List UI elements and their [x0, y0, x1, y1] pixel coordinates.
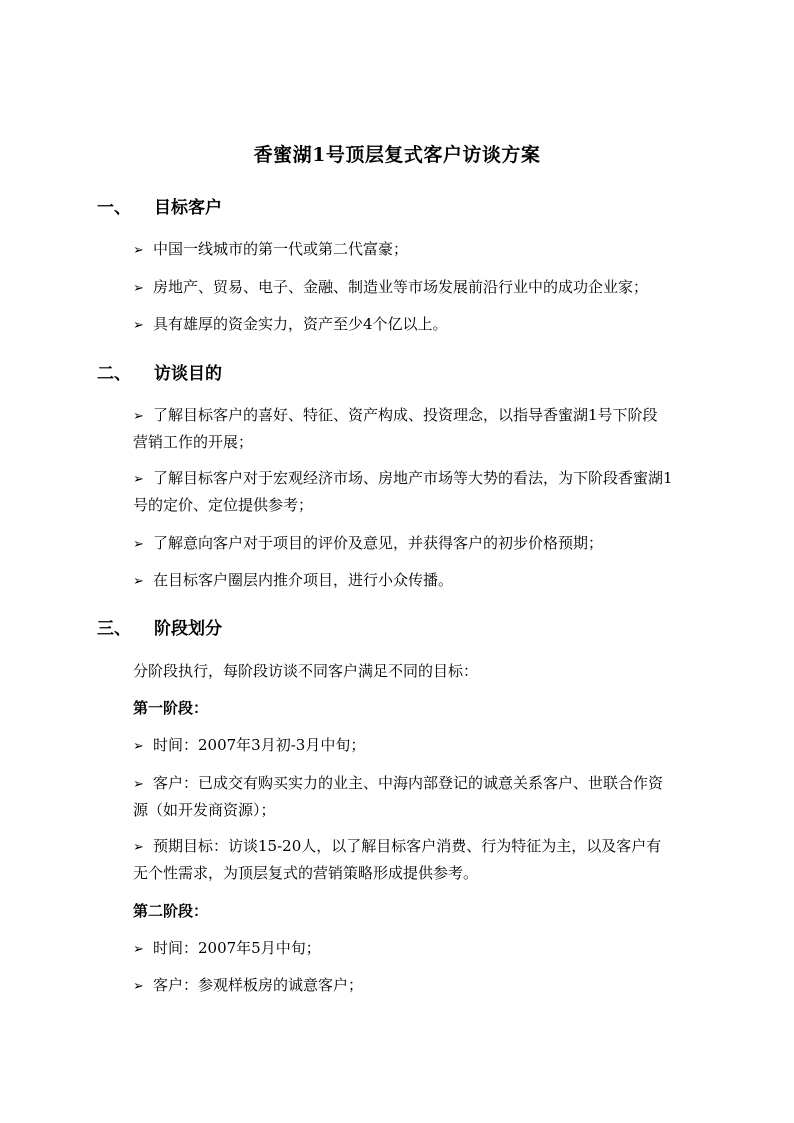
bullet-item: ➢ 了解目标客户的喜好、特征、资产构成、投资理念，以指导香蜜湖1号下阶段 — [133, 406, 658, 424]
arrow-bullet-icon: ➢ — [133, 409, 144, 424]
bullet-item: ➢ 客户：参观样板房的诚意客户； — [133, 976, 364, 994]
arrow-bullet-icon: ➢ — [133, 942, 144, 957]
section-heading-phase-division — [97, 614, 222, 639]
section-title: 访谈目的 — [154, 364, 222, 384]
arrow-bullet-icon: ➢ — [133, 243, 144, 258]
section-number: 三、 — [97, 619, 131, 639]
bullet-item: ➢ 时间：2007年3月初-3月中旬； — [133, 736, 366, 754]
document-title: 香蜜湖1号顶层复式客户访谈方案 — [253, 144, 541, 166]
bullet-continuation: 号的定价、定位提供参考； — [133, 496, 314, 514]
section-heading-interview-purpose — [97, 359, 222, 384]
arrow-bullet-icon: ➢ — [133, 574, 144, 589]
arrow-bullet-icon: ➢ — [133, 281, 144, 296]
bullet-item: ➢ 了解意向客户对于项目的评价及意见，并获得客户的初步价格预期； — [133, 534, 604, 552]
section-intro-text: 分阶段执行，每阶段访谈不同客户满足不同的目标： — [133, 662, 479, 680]
bullet-item: ➢ 房地产、贸易、电子、金融、制造业等市场发展前沿行业中的成功企业家； — [133, 278, 649, 296]
arrow-bullet-icon: ➢ — [133, 472, 144, 487]
bullet-item: ➢ 客户：已成交有购买实力的业主、中海内部登记的诚意关系客户、世联合作资 — [133, 774, 664, 792]
section-number: 一、 — [97, 198, 131, 218]
bullet-continuation: 无个性需求，为顶层复式的营销策略形成提供参考。 — [133, 864, 479, 882]
arrow-bullet-icon: ➢ — [133, 840, 144, 855]
bullet-item: ➢ 中国一线城市的第一代或第二代富豪； — [133, 240, 409, 258]
section-heading-target-customers — [97, 193, 222, 218]
arrow-bullet-icon: ➢ — [133, 777, 144, 792]
arrow-bullet-icon: ➢ — [133, 318, 144, 333]
bullet-item: ➢ 在目标客户圈层内推介项目，进行小众传播。 — [133, 571, 454, 589]
section-title: 目标客户 — [154, 198, 222, 218]
bullet-item: ➢ 时间：2007年5月中旬； — [133, 939, 321, 957]
section-title: 阶段划分 — [154, 619, 222, 639]
section-number: 二、 — [97, 364, 131, 384]
bullet-continuation: 营销工作的开展； — [133, 433, 254, 451]
phase-label: 第二阶段： — [133, 902, 209, 920]
arrow-bullet-icon: ➢ — [133, 537, 144, 552]
bullet-item: ➢ 了解目标客户对于宏观经济市场、房地产市场等大势的看法，为下阶段香蜜湖1 — [133, 469, 673, 487]
arrow-bullet-icon: ➢ — [133, 739, 144, 754]
bullet-item: ➢ 预期目标：访谈15-20人，以了解目标客户消费、行为特征为主，以及客户有 — [133, 837, 662, 855]
bullet-continuation: 源（如开发商资源）； — [133, 801, 276, 819]
arrow-bullet-icon: ➢ — [133, 979, 144, 994]
phase-label: 第一阶段： — [133, 699, 209, 717]
bullet-item: ➢ 具有雄厚的资金实力，资产至少4个亿以上。 — [133, 315, 448, 333]
